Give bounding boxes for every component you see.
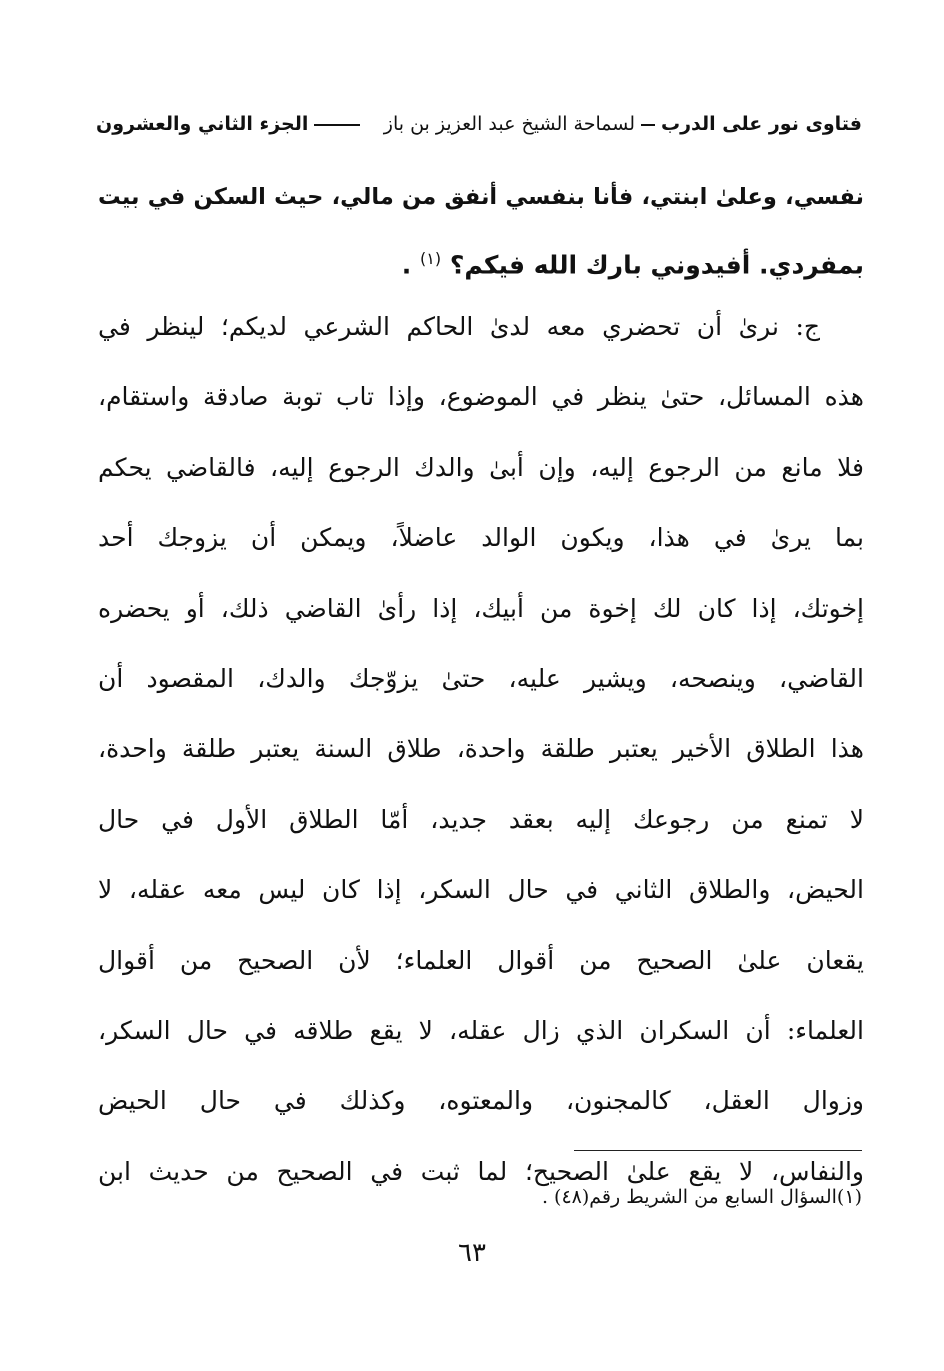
answer-line: إخوتك، إذا كان لك إخوة من أبيك، إذا رأىٰ القاضي ذلك، أو يحضره bbox=[98, 593, 864, 623]
answer-text bbox=[98, 292, 864, 1207]
footnote-divider bbox=[574, 1150, 862, 1151]
answer-line: بما يرىٰ في هذا، ويكون الوالد عاضلاً، ويمكن أن يزوجك أحد bbox=[98, 523, 864, 553]
header-rule bbox=[314, 124, 360, 126]
question-line: نفسي، وعلىٰ ابنتي، فأنا بنفسي أنفق من مالي، حيث السكن في بيت bbox=[98, 184, 864, 210]
book-title: فتاوى نور على الدرب bbox=[661, 113, 862, 135]
author-name: لسماحة الشيخ عبد العزيز بن باز bbox=[383, 113, 635, 135]
header-separator bbox=[641, 124, 655, 126]
answer-line: الحيض، والطلاق الثاني في حال السكر، إذا كان ليس معه عقله، لا bbox=[98, 875, 864, 905]
answer-line: وزوال العقل، كالمجنون، والمعتوه، وكذلك في حال الحيض bbox=[98, 1086, 864, 1116]
footnote: (١)السؤال السابع من الشريط رقم(٤٨) . bbox=[541, 1186, 862, 1208]
answer-line: القاضي، وينصحه، ويشير عليه، حتىٰ يزوّجك والدك، المقصود أن bbox=[98, 664, 864, 694]
question-end-mark: . bbox=[401, 250, 412, 280]
answer-line: فلا مانع من الرجوع إليه، وإن أبىٰ والدك الرجوع إليه، فالقاضي يحكم bbox=[98, 452, 864, 482]
answer-line: ج: نرىٰ أن تحضري معه لدىٰ الحاكم الشرعي لديكم؛ لينظر في bbox=[98, 312, 820, 341]
question-text bbox=[98, 166, 864, 296]
header-book-author bbox=[384, 113, 862, 135]
part-title: الجزء الثاني والعشرون bbox=[96, 113, 309, 135]
answer-line: يقعان علىٰ الصحيح من أقوال العلماء؛ لأن الصحيح من أقوال bbox=[98, 945, 864, 975]
question-line-text: بمفردي. أفيدوني بارك الله فيكم؟ bbox=[449, 250, 864, 280]
header-part-group bbox=[96, 113, 366, 135]
question-line bbox=[98, 228, 864, 296]
answer-line: لا تمنع من رجوعك إليه بعقد جديد، أمّا الطلاق الأول في حال bbox=[98, 804, 864, 834]
answer-line: هذه المسائل، حتىٰ ينظر في الموضوع، وإذا تاب توبة صادقة واستقام، bbox=[98, 382, 864, 412]
answer-line: العلماء: أن السكران الذي زال عقله، لا يقع طلاقه في حال السكر، bbox=[98, 1016, 864, 1046]
footnote-reference: (١) bbox=[420, 249, 442, 268]
running-header bbox=[96, 104, 862, 144]
answer-line: هذا الطلاق الأخير يعتبر طلقة واحدة، طلاق السنة يعتبر طلقة واحدة، bbox=[98, 734, 864, 764]
answer-line: والنفاس، لا يقع علىٰ الصحيح؛ لما ثبت في الصحيح من حديث ابن bbox=[98, 1156, 864, 1186]
page-number: ٦٣ bbox=[458, 1238, 486, 1268]
